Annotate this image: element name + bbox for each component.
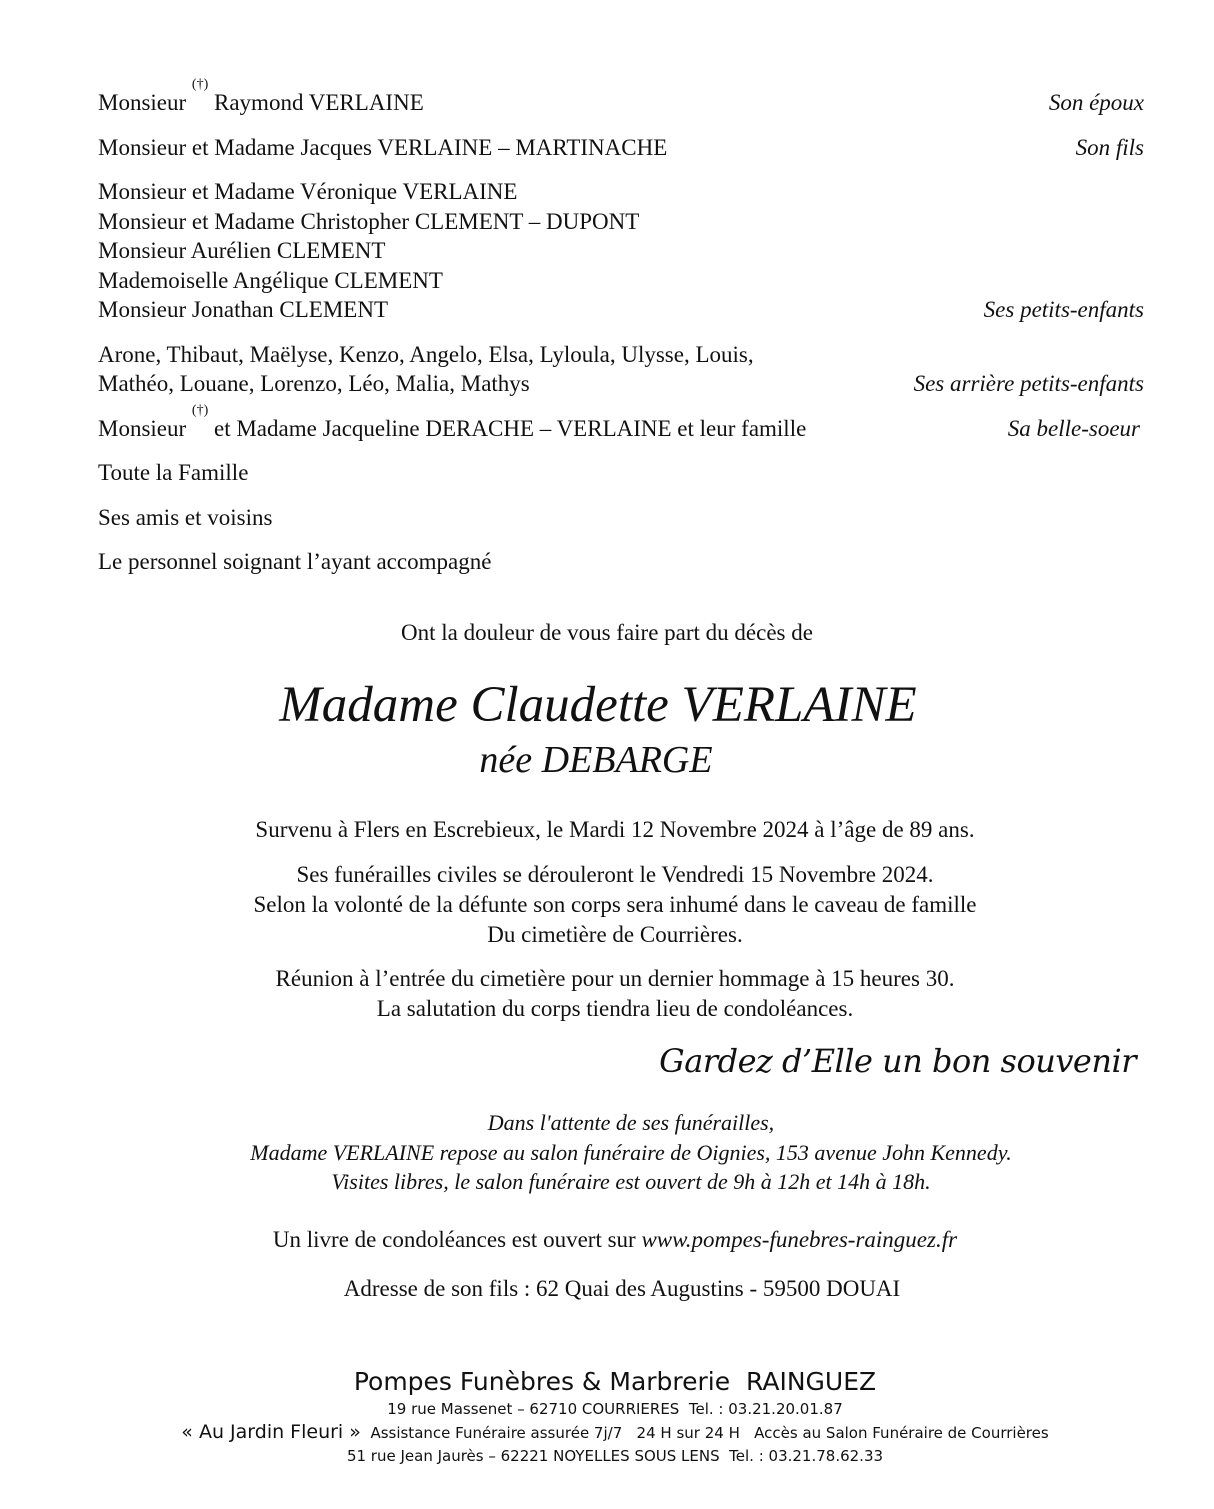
- family-name-line: Monsieur et Madame Jacques VERLAINE – MARTINACHE: [98, 134, 668, 160]
- family-name-line: Ses amis et voisins: [98, 504, 273, 530]
- family-name-line: Mademoiselle Angélique CLEMENT: [98, 267, 443, 293]
- family-role: Ses arrière petits-enfants: [913, 371, 1144, 396]
- son-address: Adresse de son fils : 62 Quai des Augustins - 59500 DOUAI: [343, 1276, 901, 1301]
- gathering-details: [0, 964, 1214, 1024]
- family-entry-family: [98, 458, 1144, 488]
- company-name: Pompes Funèbres & Marbrerie RAINGUEZ: [353, 1367, 877, 1396]
- jardin-fleuri-label: « Au Jardin Fleuri »: [181, 1421, 361, 1443]
- family-role: Ses petits-enfants: [983, 297, 1144, 322]
- announcement-intro: Ont la douleur de vous faire part du décès de: [401, 620, 813, 645]
- deceased-name: Madame Claudette VERLAINE: [279, 677, 917, 733]
- family-entry-great-grandchildren: [98, 340, 1144, 399]
- family-entry-grandchildren: [98, 177, 1144, 325]
- gathering-line: Réunion à l’entrée du cimetière pour un dernier hommage à 15 heures 30.: [275, 966, 955, 991]
- visit-line: Visites libres, le salon funéraire est ouvert de 9h à 12h et 14h à 18h.: [331, 1169, 931, 1194]
- family-names: [98, 133, 667, 163]
- family-entry-caregivers: [98, 547, 1144, 577]
- family-name-line: Mathéo, Louane, Lorenzo, Léo, Malia, Mathys: [98, 371, 530, 396]
- family-names: [98, 340, 754, 399]
- funeral-home-footer: [0, 1366, 1214, 1468]
- family-name-line: Monsieur Aurélien CLEMENT: [98, 238, 386, 263]
- family-name-line: Le personnel soignant l’ayant accompagné: [98, 549, 492, 574]
- family-entry-friends: [98, 503, 1144, 533]
- family-names: [98, 503, 272, 533]
- maiden-name: née DEBARGE: [479, 739, 713, 781]
- family-role: Son époux: [1048, 90, 1144, 115]
- family-name-line: Arone, Thibaut, Maëlyse, Kenzo, Angelo, Elsa, Lyloula, Ulysse, Louis,: [98, 341, 754, 367]
- death-notice: Survenu à Flers en Escrebieux, le Mardi 12 Novembre 2024 à l’âge de 89 ans.: [255, 817, 975, 842]
- gathering-line: La salutation du corps tiendra lieu de condoléances.: [376, 996, 854, 1021]
- visit-line: Madame VERLAINE repose au salon funéraire de Oignies, 153 avenue John Kennedy.: [250, 1139, 1012, 1165]
- deceased-mark: (†): [191, 77, 209, 92]
- funeral-line: Selon la volonté de la défunte son corps sera inhumé dans le caveau de famille: [253, 892, 977, 917]
- company-services: « Au Jardin Fleuri » Assistance Funéraire assurée 7j/7 24 H sur 24 H Accès au Salon Funéraire de Courrières: [181, 1421, 1049, 1443]
- condolences-text: Un livre de condoléances est ouvert sur: [272, 1227, 636, 1252]
- family-name-line: Monsieur et Madame Christopher CLEMENT – DUPONT: [98, 208, 640, 234]
- family-names: [98, 177, 639, 325]
- family-entry-sister-in-law: [98, 402, 1144, 444]
- family-entry-husband: [98, 77, 1144, 118]
- condolences-line: [0, 1227, 1214, 1253]
- funeral-line: Ses funérailles civiles se dérouleront le Vendredi 15 Novembre 2024.: [296, 862, 934, 887]
- funeral-line: Du cimetière de Courrières.: [487, 922, 743, 947]
- deceased-mark: (†): [191, 402, 209, 418]
- family-name-line: Monsieur (†) Raymond VERLAINE: [98, 77, 424, 115]
- family-names: [98, 77, 424, 118]
- visit-line: Dans l'attente de ses funérailles,: [487, 1110, 775, 1135]
- family-list: [98, 77, 1144, 577]
- company-address-2: 51 rue Jean Jaurès – 62221 NOYELLES SOUS LENS Tel. : 03.21.78.62.33: [346, 1447, 884, 1465]
- family-names: [98, 547, 491, 577]
- family-role: Sa belle-soeur: [1007, 415, 1140, 441]
- condolences-link[interactable]: www.pompes-funebres-rainguez.fr: [641, 1227, 958, 1252]
- souvenir-motto: Gardez d’Elle un bon souvenir: [659, 1042, 1136, 1080]
- family-name-line: Monsieur (†) et Madame Jacqueline DERACHE – VERLAINE et leur famille: [98, 402, 807, 441]
- visit-info: [0, 1108, 1214, 1197]
- family-names: [98, 402, 807, 444]
- family-name-line: Monsieur Jonathan CLEMENT: [98, 297, 389, 322]
- company-address-1: 19 rue Massenet – 62710 COURRIERES Tel. : 03.21.20.01.87: [387, 1400, 843, 1418]
- funeral-details: [0, 860, 1214, 950]
- family-names: [98, 458, 248, 488]
- family-name-line: Monsieur et Madame Véronique VERLAINE: [98, 179, 518, 204]
- family-entry-son: [98, 133, 1144, 163]
- family-name-line: Toute la Famille: [98, 460, 249, 485]
- family-role: Son fils: [1075, 134, 1144, 160]
